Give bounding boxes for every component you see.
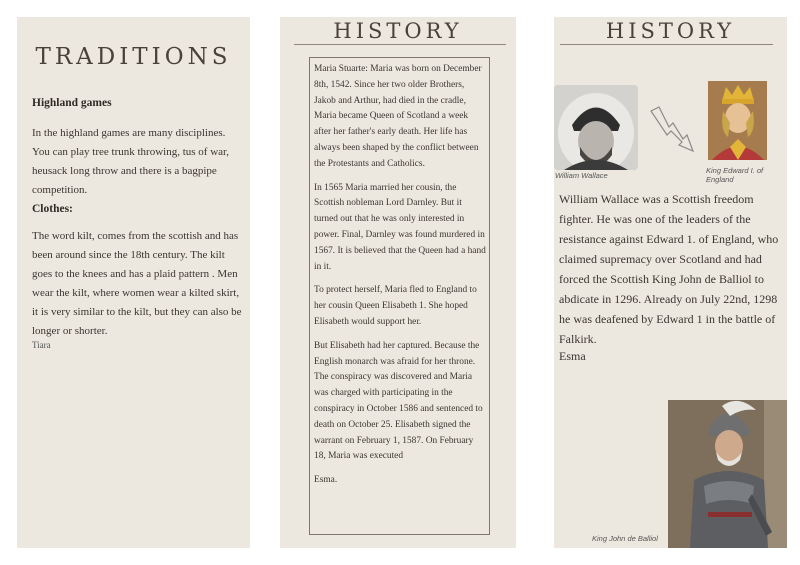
john-de-balliol-portrait (668, 400, 787, 548)
title-divider (294, 44, 506, 45)
highland-games-heading: Highland games (32, 97, 112, 109)
author-signature: Esma (559, 349, 586, 363)
clothes-text: The word kilt, comes from the scottish and has been around since the 18th century. The kilt goes to the knees and has a plaid pattern . Men wear the kilt, where women wear a kilted skirt, it is very similar to the kilt, but they can also be longer or shorter. (32, 230, 242, 337)
wallace-text: William Wallace was a Scottish freedom fighter. He was one of the leaders of the resistance against Edward 1. of England, who claimed supremacy over Scotland and had forced the Scottish King John de Balliol to abdicate in 1296. Already on July 22nd, 1298 he was deafened by Edward 1 in the battle of Falkirk. (559, 192, 779, 346)
author-signature: Tiara (32, 340, 51, 350)
king-edward-portrait (708, 81, 767, 160)
title-divider (560, 44, 773, 45)
mary-paragraph: Maria Stuarte: Maria was born on December 8th, 1542. Since her two older Brothers, Jakob and Arthur, had died in the cradle, Maria became Queen of Scotland a week after her father's early death. Her life has always been shaped by the conflict between the Protestants and Catholics. (314, 64, 482, 169)
william-wallace-portrait (554, 85, 638, 170)
balliol-caption: King John de Balliol (592, 534, 658, 543)
clothes-heading: Clothes: (32, 203, 73, 215)
author-signature: Esma. (314, 475, 338, 486)
wallace-caption: William Wallace (555, 171, 608, 180)
lightning-arrow-icon (649, 105, 697, 155)
mary-paragraph: To protect herself, Maria fled to England to her cousin Queen Elisabeth 1. She hoped Elisabeth would support her. (314, 285, 477, 327)
highland-games-text: In the highland games are many disciplines. You can play tree trunk throwing, tus of war, heusack long throw and there is a bagpipe competition. (32, 127, 230, 196)
history-title: HISTORY (605, 19, 736, 43)
history-title: HISTORY (333, 19, 463, 43)
traditions-panel (17, 17, 250, 548)
history-wallace-panel (554, 17, 787, 548)
mary-paragraph: But Elisabeth had her captured. Because the English monarch was afraid for her throne. The conspiracy was discovered and Maria was charged with participating in the conspiracy in October 1586 and sentenced to death on October 25. Elisabeth signed the warrant on February 1, 1587. On February 18, Maria was executed (314, 340, 483, 462)
traditions-title: TRADITIONS (35, 44, 232, 70)
history-mary-panel (280, 17, 516, 548)
mary-text-box (309, 57, 490, 535)
edward-caption: King Edward I. of England (706, 166, 764, 184)
mary-paragraph: In 1565 Maria married her cousin, the Scottish nobleman Lord Darnley. But it turned out that he was only interested in power. Final, Darnley was found murdered in 1567. It is believed that the Queen had a hand in it. (314, 182, 486, 272)
